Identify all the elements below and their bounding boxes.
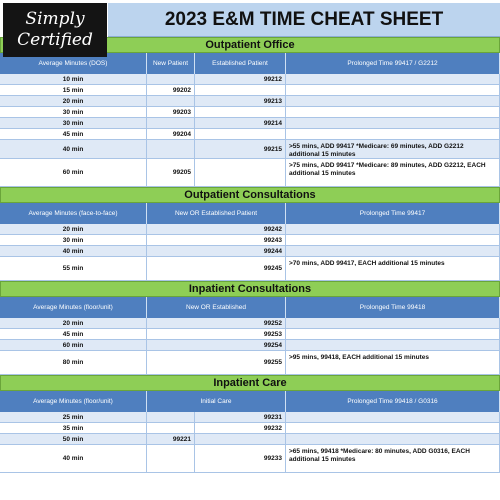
header-prolonged: Prolonged Time 99418 / G0316 [286, 391, 500, 412]
sections-container [0, 37, 500, 473]
cell-established-code [195, 129, 286, 139]
cell-minutes: 45 min [0, 329, 147, 339]
cell-code: 99255 [147, 351, 286, 374]
cell-minutes: 55 min [0, 257, 147, 280]
header-prolonged: Prolonged Time 99417 / G2212 [286, 53, 500, 74]
cell-new-code [147, 74, 195, 84]
cell-prolonged [286, 74, 500, 84]
table-row [0, 74, 500, 85]
table-row [0, 412, 500, 423]
cell-prolonged: >55 mins, ADD 99417 *Medicare: 69 minutes, ADD G2212 additional 15 minutes [286, 140, 500, 158]
cell-code: 99252 [147, 318, 286, 328]
cell-prolonged [286, 107, 500, 117]
cell-new-code: 99204 [147, 129, 195, 139]
table-row [0, 85, 500, 96]
table-row [0, 224, 500, 235]
page-title: 2023 E&M TIME CHEAT SHEET [108, 3, 500, 37]
cell-new-code [147, 140, 195, 158]
section-title: Inpatient Care [0, 375, 500, 391]
table-row [0, 340, 500, 351]
cell-minutes: 50 min [0, 434, 147, 444]
table-row [0, 257, 500, 281]
cell-code: 99253 [147, 329, 286, 339]
cell-minutes: 20 min [0, 318, 147, 328]
cell-prolonged [286, 235, 500, 245]
cell-established-code [195, 159, 286, 186]
table-row [0, 118, 500, 129]
table-row [0, 351, 500, 375]
cell-code: 99244 [147, 246, 286, 256]
section-title: Inpatient Consultations [0, 281, 500, 297]
cell-prolonged [286, 118, 500, 128]
cell-minutes: 30 min [0, 107, 147, 117]
table-row [0, 329, 500, 340]
table-header [0, 297, 500, 318]
cell-code: 99245 [147, 257, 286, 280]
table-row [0, 140, 500, 159]
cell-minutes: 25 min [0, 412, 147, 422]
cell-minutes: 40 min [0, 445, 147, 472]
cell-prolonged: >65 mins, 99418 *Medicare: 80 minutes, ADD G0316, EACH additional 15 minutes [286, 445, 500, 472]
cell-new-code: 99203 [147, 107, 195, 117]
cell-minutes: 40 min [0, 246, 147, 256]
cell-minutes: 45 min [0, 129, 147, 139]
cell-minutes: 30 min [0, 118, 147, 128]
cell-prolonged [286, 318, 500, 328]
cell-minutes: 40 min [0, 140, 147, 158]
cell-prolonged [286, 340, 500, 350]
cell-established-code [195, 107, 286, 117]
table-header [0, 391, 500, 412]
table-row [0, 235, 500, 246]
cell-new-code: 99205 [147, 159, 195, 186]
header-minutes: Average Minutes (floor/unit) [0, 391, 147, 412]
header-new: New Patient [147, 53, 195, 74]
table-row [0, 159, 500, 187]
cell-established-code: 99214 [195, 118, 286, 128]
cell-prolonged [286, 224, 500, 234]
cell-code: 99242 [147, 224, 286, 234]
cell-prolonged: >75 mins, ADD 99417 *Medicare: 89 minutes, ADD G2212, EACH additional 15 minutes [286, 159, 500, 186]
cell-minutes: 15 min [0, 85, 147, 95]
cell-established-code: 99232 [195, 423, 286, 433]
cell-minutes: 20 min [0, 96, 147, 106]
cell-prolonged [286, 246, 500, 256]
cell-code: 99243 [147, 235, 286, 245]
cell-prolonged [286, 423, 500, 433]
cell-prolonged [286, 96, 500, 106]
header-prolonged: Prolonged Time 99417 [286, 203, 500, 224]
header-minutes: Average Minutes (DOS) [0, 53, 147, 74]
logo-line-2: Certified [17, 30, 93, 50]
table-row [0, 96, 500, 107]
header-minutes: Average Minutes (floor/unit) [0, 297, 147, 318]
cell-prolonged [286, 329, 500, 339]
table-row [0, 423, 500, 434]
cell-prolonged: >70 mins, ADD 99417, EACH additional 15 minutes [286, 257, 500, 280]
cell-minutes: 30 min [0, 235, 147, 245]
cell-established-code: 99215 [195, 140, 286, 158]
table-header [0, 203, 500, 224]
section-title: Outpatient Office [0, 37, 500, 53]
header-established: Established Patient [195, 53, 286, 74]
header-code: New OR Established [147, 297, 286, 318]
cell-established-code: 99212 [195, 74, 286, 84]
cell-established-code [195, 434, 286, 444]
cell-prolonged: >95 mins, 99418, EACH additional 15 minutes [286, 351, 500, 374]
cell-prolonged [286, 412, 500, 422]
cell-new-code: 99202 [147, 85, 195, 95]
table-row [0, 318, 500, 329]
table-row [0, 107, 500, 118]
cell-prolonged [286, 129, 500, 139]
logo-line-1: Simply [25, 9, 85, 29]
cell-new-code [147, 412, 195, 422]
table-row [0, 445, 500, 473]
table-row [0, 129, 500, 140]
cell-minutes: 80 min [0, 351, 147, 374]
cell-established-code: 99233 [195, 445, 286, 472]
cell-new-code [147, 423, 195, 433]
header-initial: Initial Care [147, 391, 286, 412]
cell-minutes: 20 min [0, 224, 147, 234]
cell-minutes: 60 min [0, 159, 147, 186]
section-title: Outpatient Consultations [0, 187, 500, 203]
logo [3, 3, 107, 57]
cell-new-code [147, 445, 195, 472]
cell-minutes: 60 min [0, 340, 147, 350]
header-minutes: Average Minutes (face-to-face) [0, 203, 147, 224]
table-row [0, 246, 500, 257]
cell-minutes: 35 min [0, 423, 147, 433]
cell-established-code: 99231 [195, 412, 286, 422]
table-row [0, 434, 500, 445]
cell-prolonged [286, 434, 500, 444]
cell-code: 99254 [147, 340, 286, 350]
header-prolonged: Prolonged Time 99418 [286, 297, 500, 318]
header-code: New OR Established Patient [147, 203, 286, 224]
cell-minutes: 10 min [0, 74, 147, 84]
cell-new-code: 99221 [147, 434, 195, 444]
cell-established-code [195, 85, 286, 95]
cell-prolonged [286, 85, 500, 95]
cell-new-code [147, 96, 195, 106]
cell-established-code: 99213 [195, 96, 286, 106]
cell-new-code [147, 118, 195, 128]
